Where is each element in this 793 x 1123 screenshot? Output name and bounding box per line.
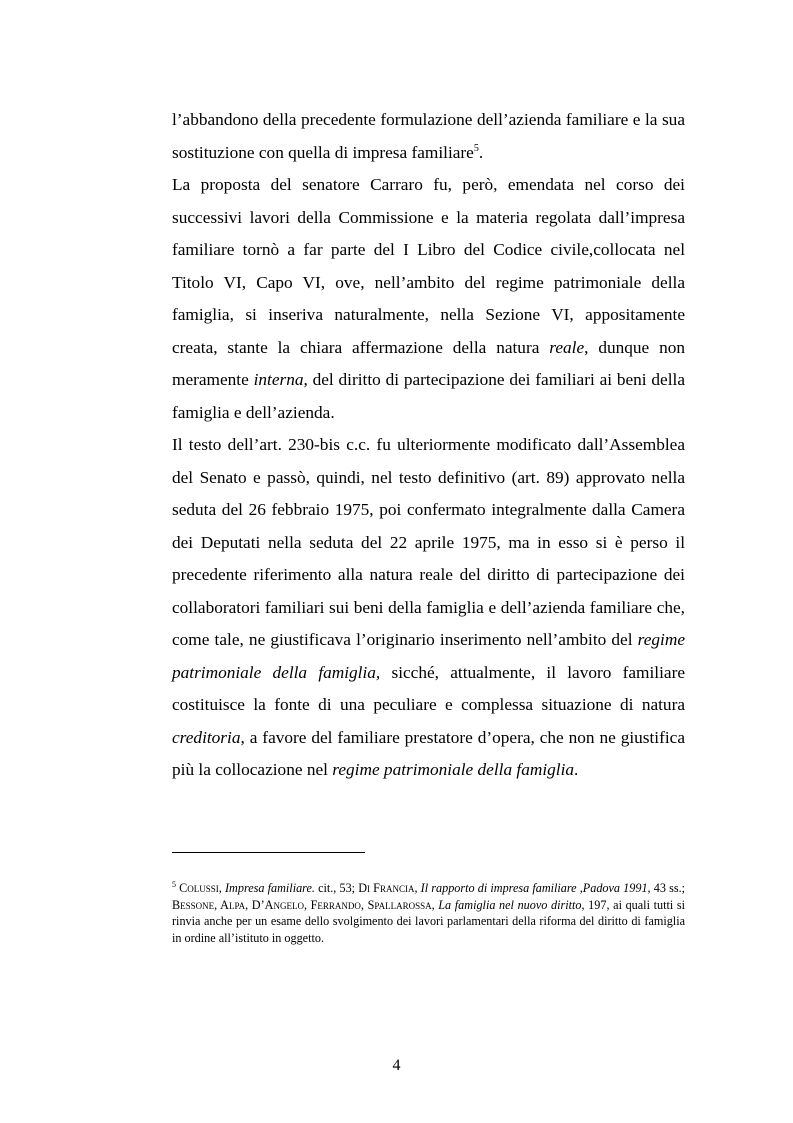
footnote	[172, 880, 685, 946]
footnote-title-3: La famiglia nel nuovo diritto	[438, 897, 582, 912]
paragraph-1-text: l’abbandono della precedente formulazione dell’azienda familiare e la sua sostituzione con quella di impresa familiare	[172, 110, 685, 162]
paragraph-3-italic-2: creditoria	[172, 727, 241, 747]
paragraph-3-segment-2: sicché, attualmente, il lavoro familiare costituisce la fonte di una peculiare e complessa situazione di natura	[172, 662, 685, 714]
footnote-reference: 5	[473, 142, 479, 154]
paragraph-2	[172, 169, 685, 429]
paragraph-2-segment-3: , del diritto di partecipazione dei familiari ai beni della famiglia e dell’azienda.	[172, 370, 685, 422]
paragraph-1	[172, 104, 685, 169]
paragraph-2-segment-2: , dunque non meramente	[172, 337, 685, 389]
page-number: 4	[392, 1057, 401, 1074]
footnote-text-5: ,	[431, 897, 439, 912]
paragraph-2-italic-1: reale	[549, 337, 585, 357]
paragraph-2-segment-1: La proposta del senatore Carraro fu, però, emendata nel corso dei successivi lavori della Commissione e la materia regolata dall’impresa familiare tornò a far parte del I Libro del Codice civile,collocata nel Titolo VI, Capo VI, ove, nell’ambito del regime patrimoniale della famiglia, si inseriva naturalmente, nella Sezione VI, appositamente creata, stante la chiara affermazione della natura	[172, 175, 685, 357]
paragraph-1-end: .	[478, 142, 484, 162]
paragraph-3-segment-3: , a favore del familiare prestatore d’opera, che non ne giustifica più la collocazione nel	[172, 727, 685, 779]
footnote-text-3: ,	[414, 881, 421, 895]
paragraph-3	[172, 429, 685, 787]
footnote-text-2: cit., 53;	[314, 881, 359, 895]
footnote-title-2: Il rapporto di impresa familiare ,Padova 1991,	[420, 881, 651, 895]
footnote-text-1: ,	[218, 881, 225, 895]
paragraph-3-italic-3: regime patrimoniale della famiglia	[332, 760, 575, 779]
footnote-title-1: Impresa familiare.	[225, 881, 315, 895]
paragraph-3-italic-1: regime patrimoniale della famiglia,	[172, 630, 685, 682]
paragraph-3-segment-1: Il testo dell’art. 230-bis c.c. fu ulteriormente modificato dall’Assemblea del Senato e passò, quindi, nel testo definitivo (art. 89) approvato nella seduta del 26 febbraio 1975, poi confermato integralmente dalla Camera dei Deputati nella seduta del 22 aprile 1975, ma in esso si è perso il precedente riferimento alla natura reale del diritto di partecipazione dei collaboratori familiari sui beni della famiglia e dell’azienda familiare che, come tale, ne giustificava l’originario inserimento nell’ambito del	[172, 435, 685, 649]
paragraph-2-italic-2: interna	[253, 370, 304, 389]
footnote-separator	[172, 852, 365, 853]
footnote-author-2: Di Francia	[358, 881, 415, 895]
paragraph-3-segment-4: .	[574, 760, 579, 779]
footnote-number: 5	[172, 879, 176, 889]
footnote-text-4: 43 ss.;	[650, 881, 686, 895]
footnote-text-6: , 197, ai quali tutti si rinvia anche per un esame dello svolgimento dei lavori parlamentari della riforma del diritto di famiglia in ordine all’istituto in oggetto.	[172, 897, 686, 945]
footnote-author-1: Colussi	[179, 881, 219, 895]
main-text	[172, 104, 685, 787]
footnote-author-3: Bessone, Alpa, D’Angelo, Ferrando, Spallarossa	[172, 897, 432, 912]
